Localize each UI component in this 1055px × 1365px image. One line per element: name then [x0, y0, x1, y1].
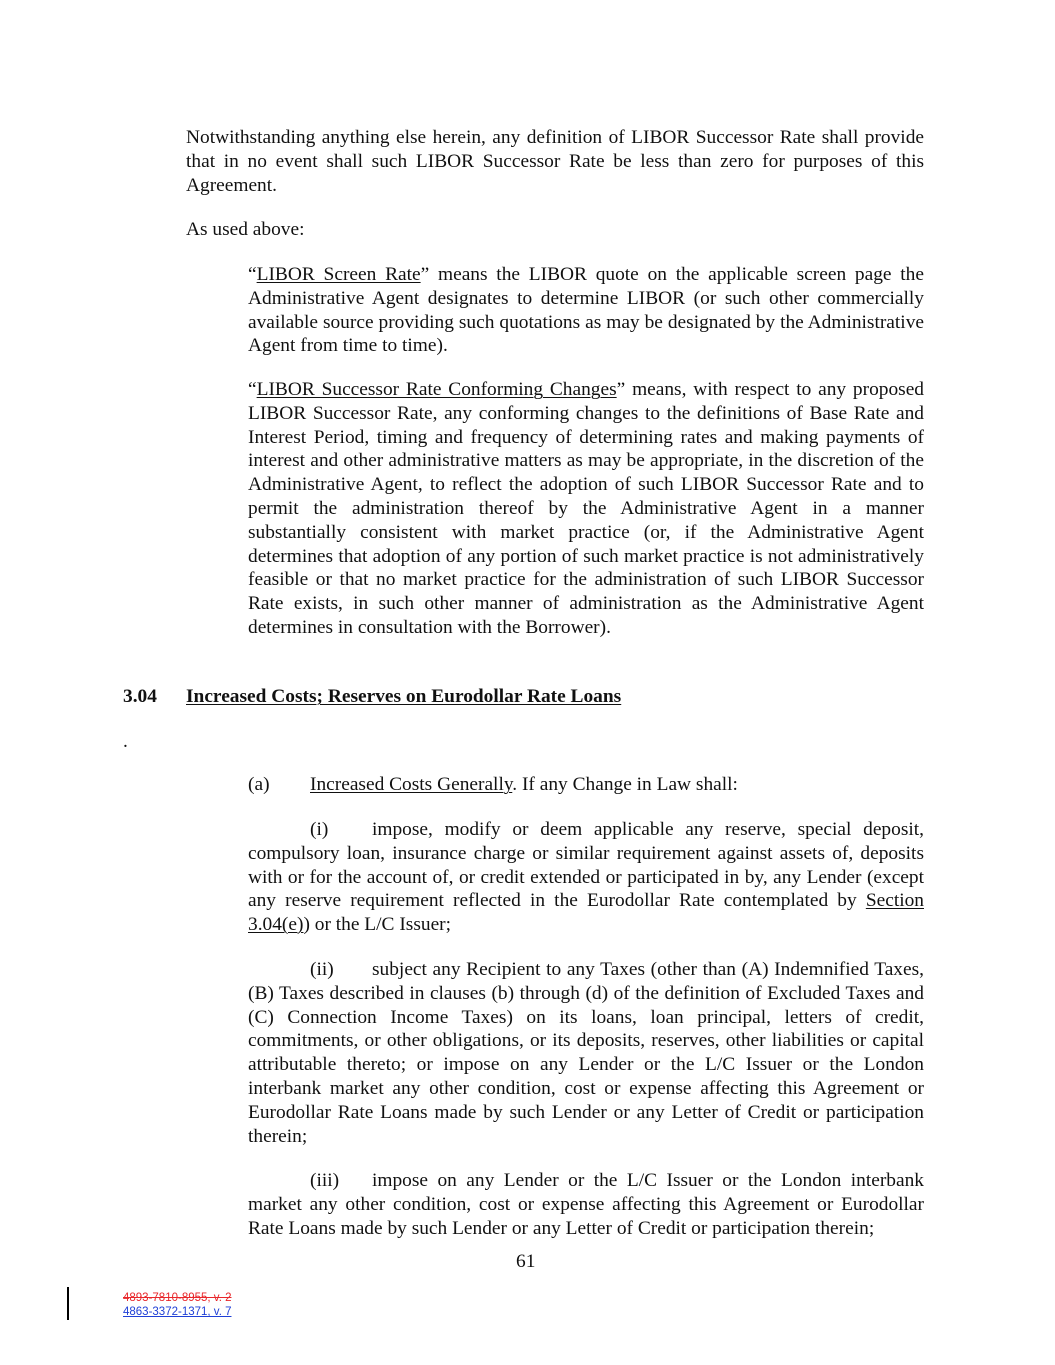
clause-ii-label: (ii): [310, 959, 334, 980]
clause-iii-text: impose on any Lender or the L/C Issuer or the London interbank market any other condition, cost or expense affecting this Agreement or Eurodollar Rate Loans made by such Lender or any Letter of Credit or participation therein;: [248, 1170, 924, 1239]
clause-i: [248, 818, 924, 937]
page-number: 61: [516, 1251, 536, 1272]
paragraph-as-used: As used above:: [186, 219, 305, 240]
paragraph-notwithstanding: Notwithstanding anything else herein, any definition of LIBOR Successor Rate shall provide that in no event shall such LIBOR Successor Rate be less than zero for purposes of this Agreement.: [186, 127, 924, 196]
section-reference-link[interactable]: Section 3.04(e): [248, 890, 924, 936]
definition-conforming-changes: [248, 378, 924, 640]
definition-libor-screen-rate: [248, 263, 924, 358]
subsection-a-label: (a): [248, 774, 270, 795]
open-quote: “: [248, 379, 257, 400]
defined-term: LIBOR Screen Rate: [256, 264, 421, 285]
definition-body: ” means, with respect to any proposed LIBOR Successor Rate, any conforming changes to the definitions of Base Rate and Interest Period, timing and frequency of determining rates and making payments of interest and other administrative matters as may be appropriate, in the discretion of the Administrative Agent, to reflect the adoption of such LIBOR Successor Rate and to permit the administration thereof by the Administrative Agent in a manner substantially consistent with market practice (or, if the Administrative Agent determines that adoption of any portion of such market practice is not administratively feasible or that no market practice for the administration of such LIBOR Successor Rate exists, in such other manner of administration as the Administrative Agent determines in consultation with the Borrower).: [248, 379, 925, 638]
clause-i-text-end: ) or the L/C Issuer;: [303, 914, 452, 936]
revision-change-bar: [67, 1287, 69, 1320]
section-number: 3.04: [123, 686, 157, 707]
open-quote: “: [248, 264, 257, 285]
clause-i-text: impose, modify or deem applicable any reserve, special deposit, compulsory loan, insurance charge or similar requirement against assets of, deposits with or for the account of, or credit extended or participated in by, any Lender (except any reserve requirement reflected in the Eurodollar Rate contemplated by: [248, 819, 924, 912]
section-title: Increased Costs; Reserves on Eurodollar Rate Loans: [186, 686, 622, 707]
doc-id-inserted: 4863-3372-1371, v. 7: [123, 1306, 232, 1318]
clause-iii-label: (iii): [310, 1170, 340, 1191]
subsection-a-heading: [310, 773, 738, 797]
subsection-a-title: Increased Costs Generally: [310, 774, 513, 795]
clause-i-label: (i): [310, 819, 329, 840]
doc-id-deleted: 4893-7810-8955, v. 2: [123, 1292, 232, 1304]
stray-period: .: [123, 731, 128, 752]
definition-body: ” means the LIBOR quote on the applicable screen page the Administrative Agent designates to determine LIBOR (or such other commercially available source providing such quotations as may be designated by the Administrative Agent from time to time).: [248, 264, 924, 357]
clause-iii: [248, 1169, 924, 1240]
subsection-a-text: . If any Change in Law shall:: [512, 774, 738, 795]
clause-ii-text: subject any Recipient to any Taxes (other than (A) Indemnified Taxes, (B) Taxes described in clauses (b) through (d) of the definition of Excluded Taxes and (C) Connection Income Taxes) on its loans, loan principal, letters of credit, commitments, or other obligations, or its deposits, reserves, other liabilities or capital attributable thereto; or impose on any Lender or the L/C Issuer or the London interbank market any other condition, cost or expense affecting this Agreement or Eurodollar Rate Loans made by such Lender or any Letter of Credit or participation therein;: [248, 959, 924, 1147]
defined-term: LIBOR Successor Rate Conforming Changes: [256, 379, 617, 400]
clause-ii: [248, 958, 924, 1148]
